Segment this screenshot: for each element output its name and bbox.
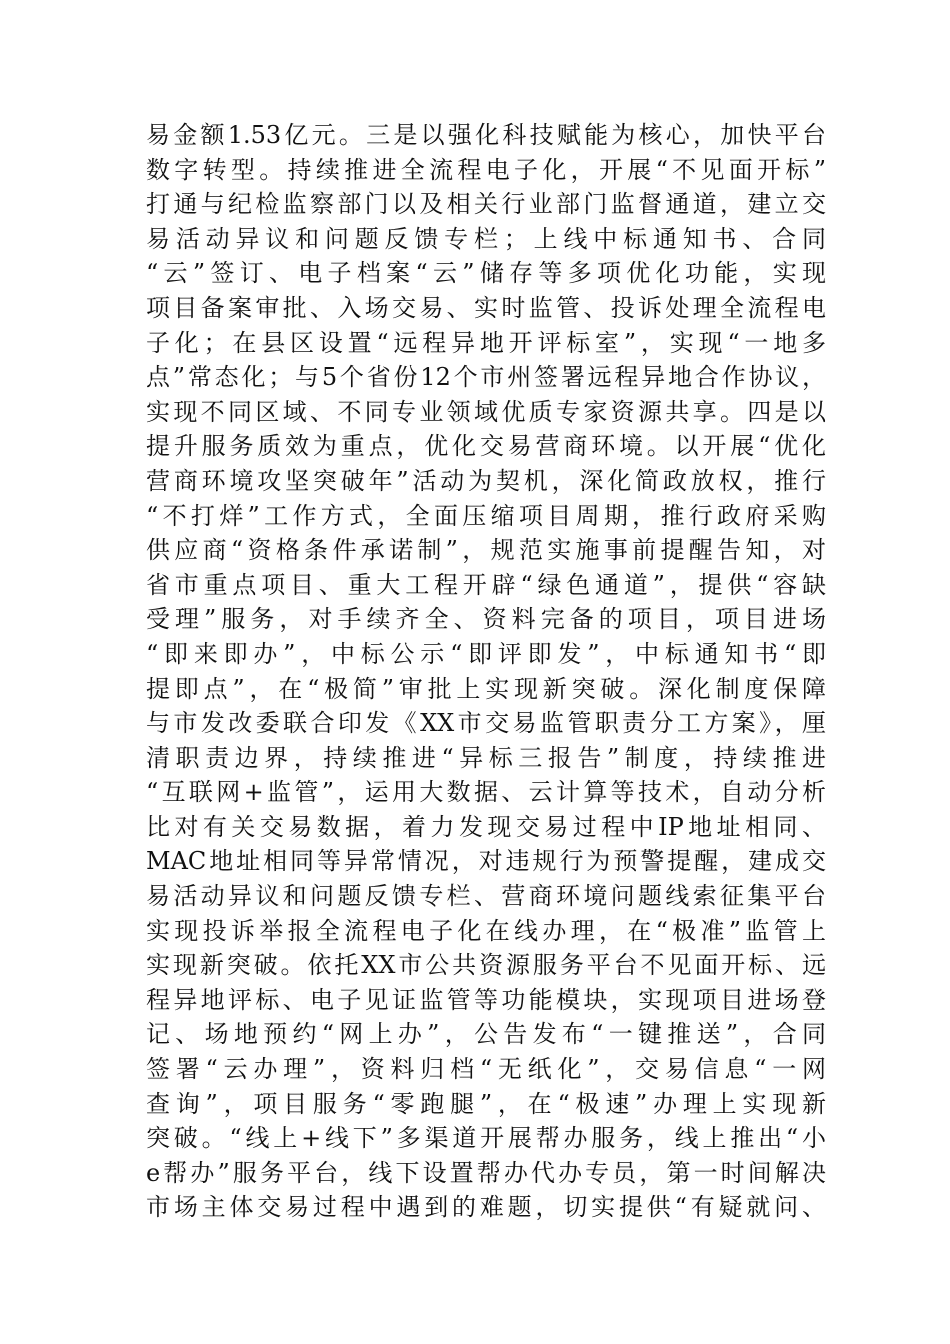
text-line: 营商环境攻坚突破年”活动为契机，深化简政放权，推行 <box>146 466 826 495</box>
text-line: 实现新突破。依托XX市公共资源服务平台不见面开标、远 <box>146 951 826 980</box>
text-line: 突破。“线上+线下”多渠道开展帮办服务，线上推出“小 <box>146 1124 826 1153</box>
text-line: 点”常态化；与5个省份12个市州签署远程异地合作协议， <box>146 363 826 392</box>
text-line: MAC地址相同等异常情况，对违规行为预警提醒，建成交 <box>146 847 826 876</box>
text-line: 实现不同区域、不同专业领域优质专家资源共享。四是以 <box>146 397 826 426</box>
text-line: 程异地评标、电子见证监管等功能模块，实现项目进场登 <box>146 985 826 1014</box>
text-line: 提即点”，在“极简”审批上实现新突破。深化制度保障 <box>146 674 826 703</box>
text-line: “互联网+监管”，运用大数据、云计算等技术，自动分析 <box>146 778 826 807</box>
body-paragraph <box>146 118 826 1225</box>
text-line: 受理”服务，对手续齐全、资料完备的项目，项目进场 <box>146 605 826 634</box>
text-line: 供应商“资格条件承诺制”，规范实施事前提醒告知，对 <box>146 536 826 565</box>
text-line: 实现投诉举报全流程电子化在线办理，在“极准”监管上 <box>146 916 826 945</box>
text-line: 子化；在县区设置“远程异地开评标室”，实现“一地多 <box>146 328 826 357</box>
text-line: 提升服务质效为重点，优化交易营商环境。以开展“优化 <box>146 432 826 461</box>
text-line: 记、场地预约“网上办”，公告发布“一键推送”，合同 <box>146 1020 826 1049</box>
text-line: 比对有关交易数据，着力发现交易过程中IP地址相同、 <box>146 812 826 841</box>
text-line: 签署“云办理”，资料归档“无纸化”，交易信息“一网 <box>146 1055 826 1084</box>
text-line: 项目备案审批、入场交易、实时监管、投诉处理全流程电 <box>146 293 826 322</box>
text-line: 与市发改委联合印发《XX市交易监管职责分工方案》，厘 <box>146 709 826 738</box>
text-line: 查询”，项目服务“零跑腿”，在“极速”办理上实现新 <box>146 1089 826 1118</box>
text-line: “不打烊”工作方式，全面压缩项目周期，推行政府采购 <box>146 501 826 530</box>
text-line: 打通与纪检监察部门以及相关行业部门监督通道，建立交 <box>146 190 826 219</box>
text-line: 易活动异议和问题反馈专栏；上线中标通知书、合同 <box>146 224 826 253</box>
text-line: “云”签订、电子档案“云”储存等多项优化功能，实现 <box>146 259 826 288</box>
text-line: 省市重点项目、重大工程开辟“绿色通道”，提供“容缺 <box>146 570 826 599</box>
text-line: 清职责边界，持续推进“异标三报告”制度，持续推进 <box>146 743 826 772</box>
text-line: 易活动异议和问题反馈专栏、营商环境问题线索征集平台 <box>146 882 826 911</box>
text-line: 易金额1.53亿元。三是以强化科技赋能为核心，加快平台 <box>146 121 826 149</box>
text-line: “即来即办”，中标公示“即评即发”，中标通知书“即 <box>146 639 826 668</box>
text-line: 市场主体交易过程中遇到的难题，切实提供“有疑就问、 <box>146 1193 826 1222</box>
text-line: e帮办”服务平台，线下设置帮办代办专员，第一时间解决 <box>146 1158 826 1187</box>
text-line: 数字转型。持续推进全流程电子化，开展“不见面开标” <box>146 155 826 184</box>
